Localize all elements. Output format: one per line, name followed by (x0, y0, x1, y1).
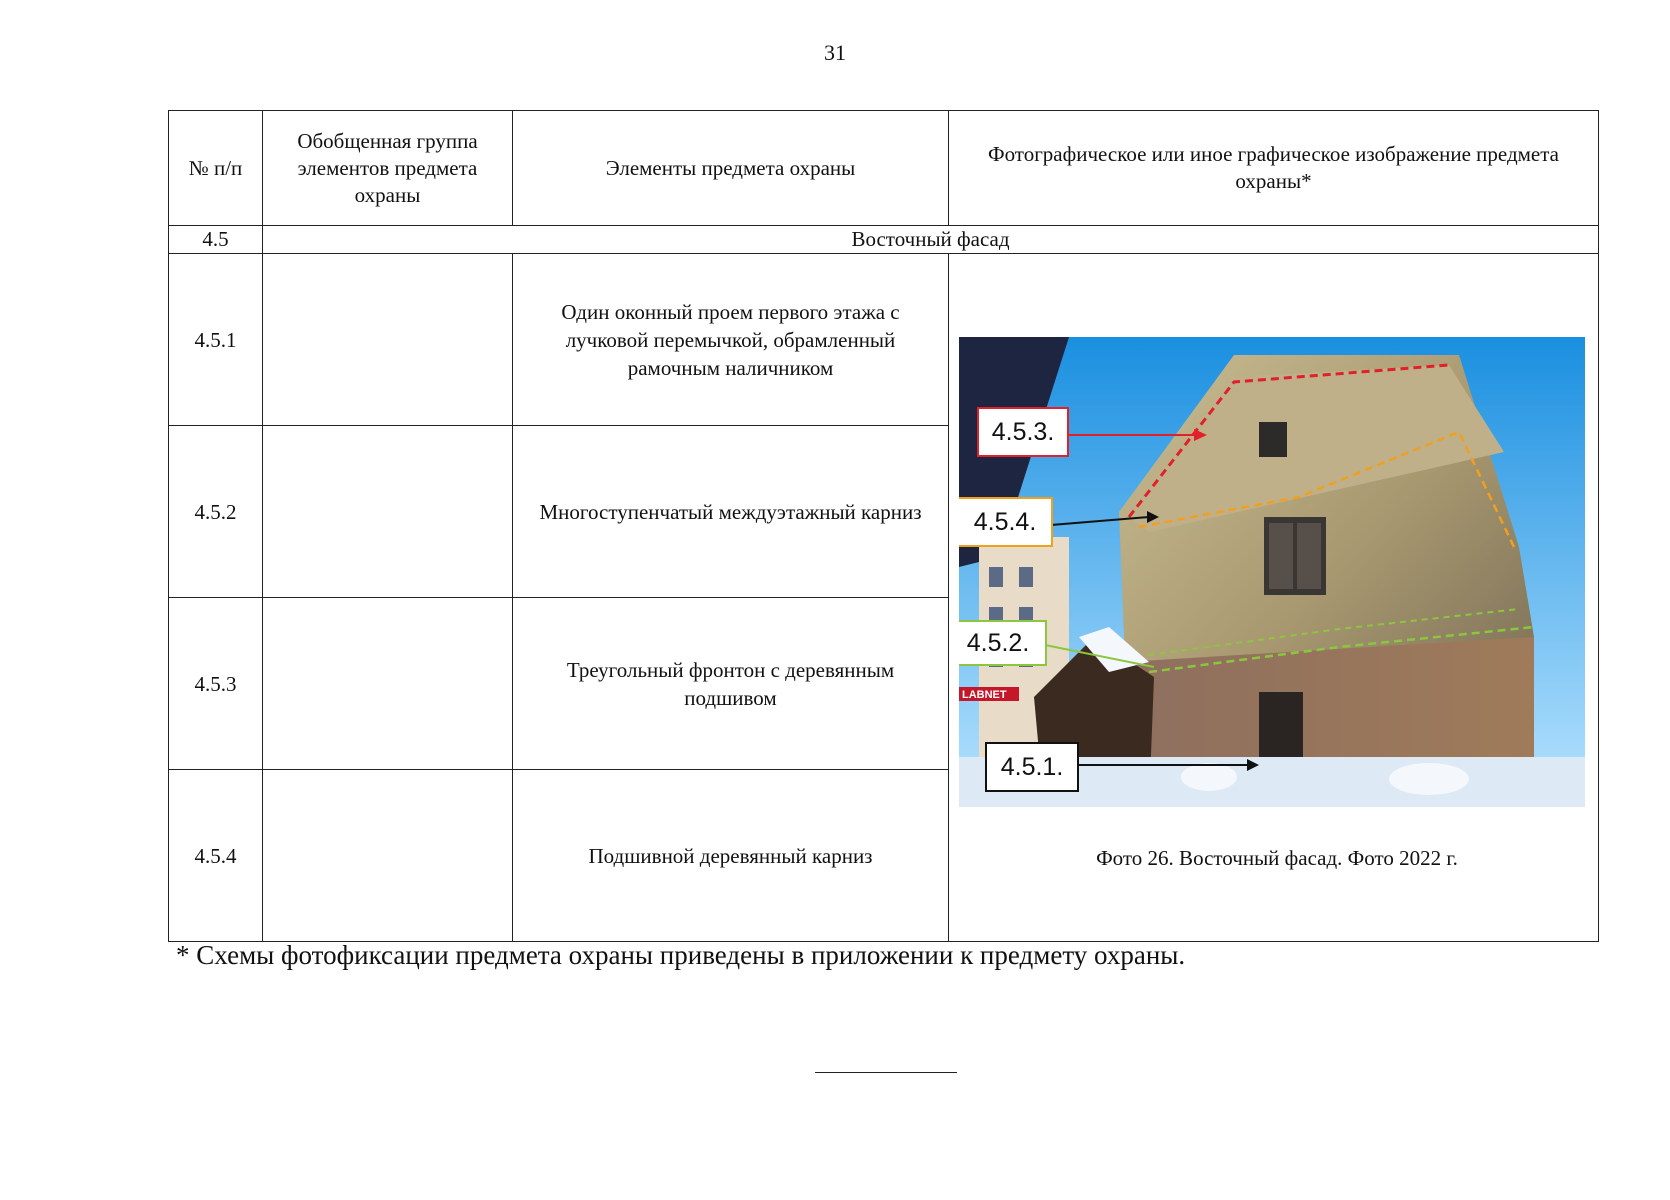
section-num: 4.5 (169, 226, 263, 254)
row-num: 4.5.1 (169, 254, 263, 426)
table-row (169, 254, 1599, 426)
callout-4-5-2: 4.5.2. (959, 620, 1047, 666)
header-num: № п/п (169, 111, 263, 226)
protection-table (168, 110, 1599, 942)
row-element: Треугольный фронтон с деревянным подшивом (513, 598, 949, 770)
header-group: Обобщенная группа элементов предмета охраны (263, 111, 513, 226)
page-number: 31 (824, 40, 846, 65)
table-header-row (169, 111, 1599, 226)
sign-text: LABNET (962, 689, 1007, 701)
row-element: Один оконный проем первого этажа с лучковой перемычкой, обрамленный рамочным наличником (513, 254, 949, 426)
row-element: Многоступенчатый междуэтажный карниз (513, 426, 949, 598)
row-group (263, 770, 513, 942)
header-image: Фотографическое или иное графическое изображение предмета охраны* (949, 111, 1599, 226)
row-num: 4.5.3 (169, 598, 263, 770)
header-elements: Элементы предмета охраны (513, 111, 949, 226)
photo-cell (949, 254, 1599, 942)
row-num: 4.5.4 (169, 770, 263, 942)
row-element: Подшивной деревянный карниз (513, 770, 949, 942)
section-title: Восточный фасад (263, 226, 1599, 254)
row-group (263, 254, 513, 426)
footnote: * Схемы фотофиксации предмета охраны приведены в приложении к предмету охраны. (176, 940, 1186, 970)
section-row (169, 226, 1599, 254)
row-num: 4.5.2 (169, 426, 263, 598)
end-divider (815, 1072, 957, 1073)
row-group (263, 426, 513, 598)
callout-4-5-3: 4.5.3. (977, 407, 1069, 457)
facade-photo (959, 337, 1585, 807)
callout-4-5-4: 4.5.4. (959, 497, 1053, 547)
callout-4-5-1: 4.5.1. (985, 742, 1079, 792)
row-group (263, 598, 513, 770)
photo-caption: Фото 26. Восточный фасад. Фото 2022 г. (1096, 846, 1458, 870)
